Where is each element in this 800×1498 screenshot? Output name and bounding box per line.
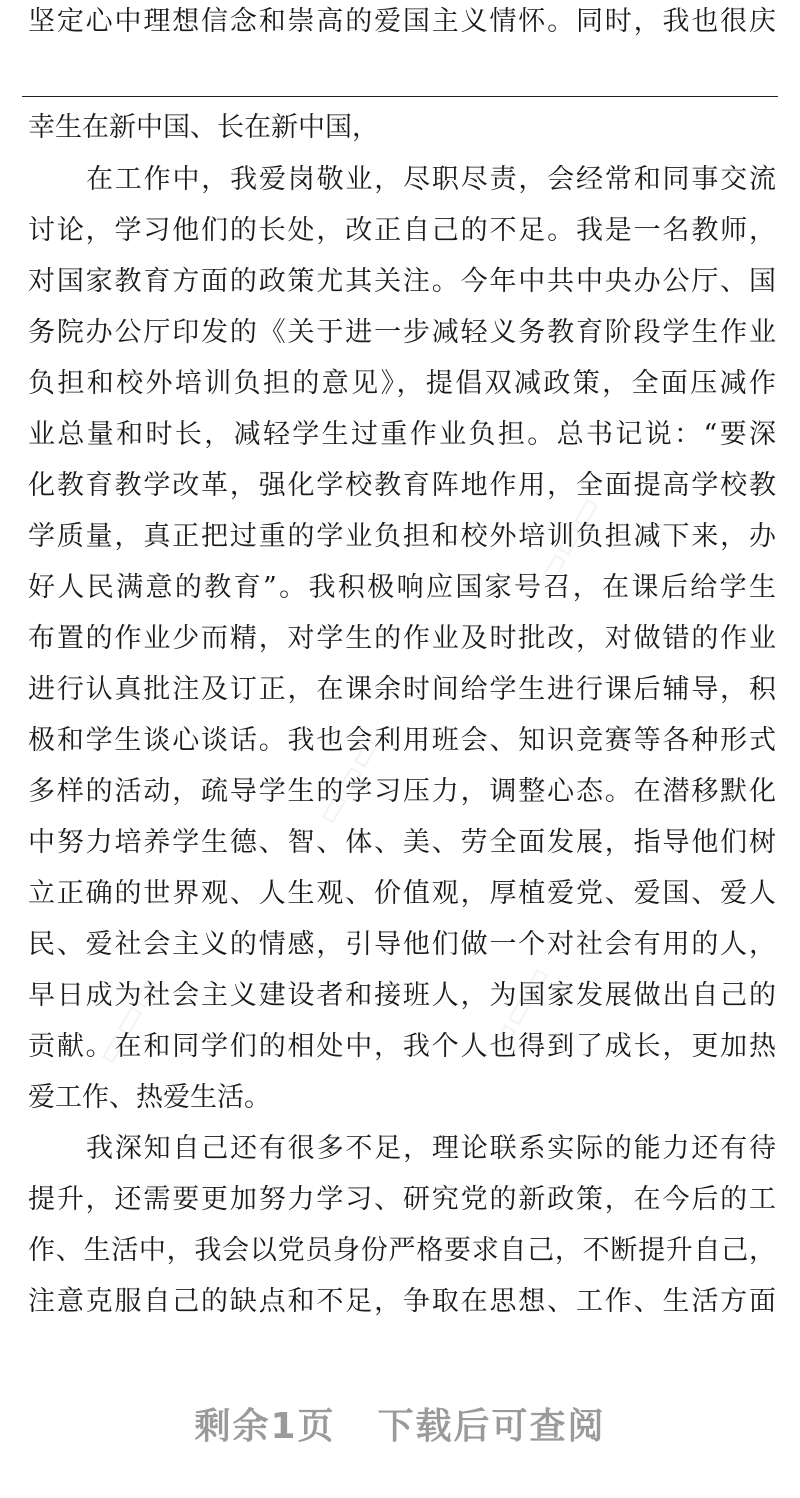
paragraph-start-line: 我深知自己还有很多不足，理论联系实际的能力还有待 xyxy=(86,1133,776,1164)
text-line: 提升，还需要更加努力学习、研究党的新政策，在今后的工 xyxy=(28,1184,776,1215)
text-line: 幸生在新中国、长在新中国， xyxy=(28,112,379,143)
text-line: 业总量和时长，减轻学生过重作业负担。总书记说：“要深 xyxy=(28,419,776,450)
text-line: 早日成为社会主义建设者和接班人，为国家发展做出自己的 xyxy=(28,980,776,1011)
watermark-shape: ▭▭▭ xyxy=(306,728,390,832)
text-line: 务院办公厅印发的《关于进一步减轻义务教育阶段学生作业 xyxy=(28,317,776,348)
text-line: 负担和校外培训负担的意见》，提倡双减政策，全面压减作 xyxy=(28,368,776,399)
text-line: 布置的作业少而精，对学生的作业及时批改，对做错的作业 xyxy=(28,623,776,654)
text-line: 进行认真批注及订正，在课余时间给学生进行课后辅导，积 xyxy=(28,674,776,705)
text-line: 贡献。在和同学们的相处中，我个人也得到了成长，更加热 xyxy=(28,1031,776,1062)
text-line: 多样的活动，疏导学生的学习压力，调整心态。在潜移默化 xyxy=(28,776,776,807)
text-line: 学质量，真正把过重的学业负担和校外培训负担减下来，办 xyxy=(28,521,776,552)
page-divider xyxy=(22,96,778,97)
watermark-shape: ▭▭▭ xyxy=(476,958,560,1062)
text-line: 极和学生谈心谈话。我也会利用班会、知识竞赛等各种形式 xyxy=(28,725,776,756)
paragraph-start-line: 在工作中，我爱岗敬业，尽职尽责，会经常和同事交流 xyxy=(86,164,776,195)
text-line: 好人民满意的教育”。我积极响应国家号召，在课后给学生 xyxy=(28,572,776,603)
download-hint-label: 下载后可查阅 xyxy=(377,1406,606,1447)
text-line: 民、爱社会主义的情感，引导他们做一个对社会有用的人， xyxy=(28,929,776,960)
text-line: 作、生活中，我会以党员身份严格要求自己，不断提升自己， xyxy=(28,1235,776,1266)
text-line: 爱工作、热爱生活。 xyxy=(28,1082,271,1113)
text-line: 立正确的世界观、人生观、价值观，厚植爱党、爱国、爱人 xyxy=(28,878,776,909)
text-line: 化教育教学改革，强化学校教育阵地作用，全面提高学校教 xyxy=(28,470,776,501)
text-line: 坚定心中理想信念和崇高的爱国主义情怀。同时，我也很庆 xyxy=(28,6,776,37)
text-line: 讨论，学习他们的长处，改正自己的不足。我是一名教师， xyxy=(28,215,776,246)
text-line: 对国家教育方面的政策尤其关注。今年中共中央办公厅、国 xyxy=(28,266,776,297)
text-line: 注意克服自己的缺点和不足，争取在思想、工作、生活方面 xyxy=(28,1286,776,1317)
remaining-pages-label: 剩余1页 xyxy=(194,1406,336,1447)
remaining-pages-banner[interactable] xyxy=(0,1398,800,1449)
text-line: 中努力培养学生德、智、体、美、劳全面发展，指导他们树 xyxy=(28,827,776,858)
watermark-shape: ▭▭▭ xyxy=(86,968,170,1072)
watermark-shape: ▭▭▭ xyxy=(526,488,610,592)
